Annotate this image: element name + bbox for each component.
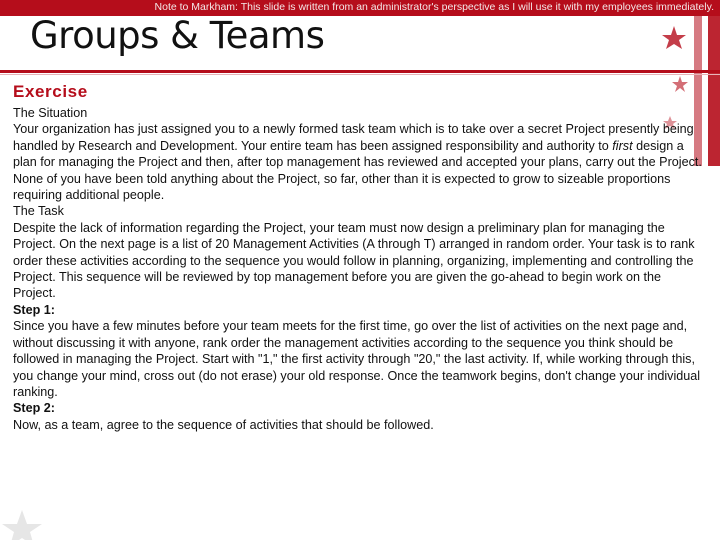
- page-title: Groups & Teams: [30, 14, 325, 57]
- task-heading: The Task: [13, 204, 64, 219]
- situation-paragraph-2: None of you have been told anything about the Project, so far, other than it is expected to grow to sizeable proportions requiring additional people.: [13, 171, 671, 203]
- step2-paragraph: Now, as a team, agree to the sequence of activities that should be followed.: [13, 417, 434, 432]
- title-underline-light: [0, 74, 720, 75]
- task-paragraph: Despite the lack of information regarding the Project, your team must now design a preliminary plan for managing the Project. On the next page is a list of 20 Management Activities (A through T) arranged in random order. Your task is to rank order these activities according to the sequence you would follow in planning, organizing, implementing and controlling the Project. This sequence will be reviewed by top management before you are given the go-ahead to begin work on the Project.: [13, 220, 695, 301]
- step1-paragraph: Since you have a few minutes before your team meets for the first time, go over the list of activities on the next page and, without discussing it with anyone, rank order the management activities according to the sequence you think should be followed in managing the Project. Start with "1," the first activity through "20," the last activity. If, while working through this, you change your mind, cross out (do not erase) your old response. Once the teamwork begins, don't change your individual ranking.: [13, 319, 701, 399]
- situation-text-b: design a plan for managing the Project and then, after top management has reviewed and accepted your plans, carry out the Project.: [13, 138, 702, 170]
- exercise-heading: Exercise: [13, 82, 88, 101]
- situation-heading: The Situation: [13, 106, 88, 120]
- step2-heading: Step 2:: [13, 401, 55, 416]
- situation-emphasis: first: [612, 138, 633, 153]
- banner-note: Note to Markham: This slide is written from an administrator's perspective as I will use it with my employees immediately.: [154, 1, 714, 13]
- title-underline: [0, 70, 720, 73]
- step1-heading: Step 1:: [13, 302, 55, 317]
- situation-text-a: Your organization has just assigned you to a newly formed task team which is to take over a secret Project presently being handled by Research and Development. Your entire team has been assigned responsibility and authority to: [13, 122, 694, 153]
- situation-paragraph-1: [13, 121, 703, 170]
- star-decoration: [0, 480, 70, 540]
- slide-body: [13, 81, 703, 433]
